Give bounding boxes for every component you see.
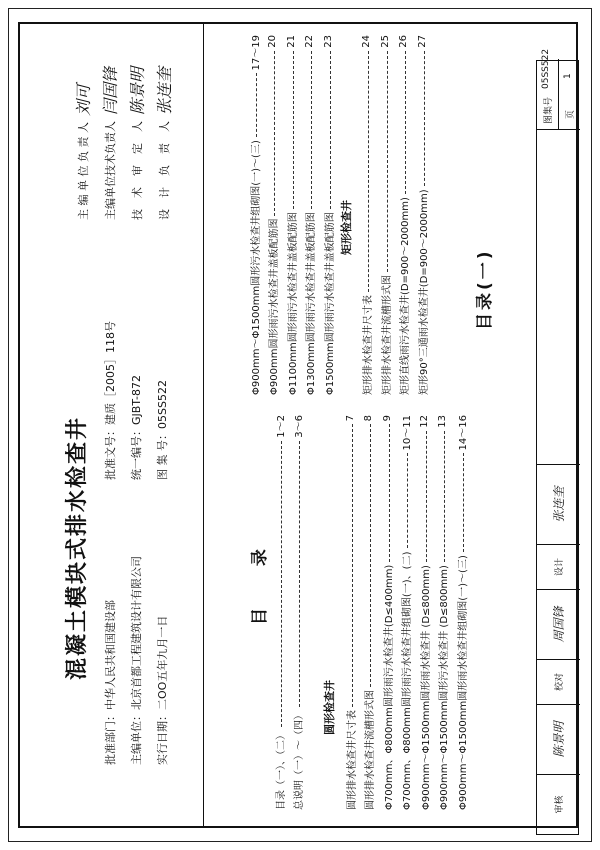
- toc-leader: [405, 51, 406, 194]
- check-label: 校对: [537, 659, 580, 704]
- page-label: 页: [566, 109, 576, 119]
- toc-entry-page: 20: [267, 35, 279, 48]
- toc-entry: [413, 35, 432, 395]
- check-signature: 周国锋: [537, 589, 580, 659]
- staff-row: 设 计 负 责 人 张连奎: [151, 20, 178, 220]
- toc-entry-title: 总说明（一）～（四）: [294, 710, 306, 810]
- toc-group: [270, 415, 307, 810]
- toc-entry-title: Φ1300mm圆形雨污水检查井盖板配筋图: [306, 212, 318, 395]
- toc-entry-title: 矩形90°三通雨水检查井(D=900～2000mm): [418, 189, 430, 395]
- toc-entry: [264, 35, 283, 395]
- toc-entry-title: Φ900mm～Φ1500mm圆形污水检查井组砌图(一)～(三): [250, 140, 262, 395]
- toc-entry-page: 7: [344, 415, 356, 422]
- toc-leader: [330, 51, 331, 209]
- approval-row: 实行日期：二OO五年九月一日 图 集 号：05SS522: [156, 380, 169, 765]
- toc-entry: [397, 415, 416, 810]
- toc-entry: [289, 415, 308, 810]
- document-title: 混凝土模块式排水检查井: [65, 415, 90, 680]
- toc-entry-title: 矩形排水检查井流槽形式图: [381, 275, 393, 395]
- toc-entry-page: 12: [418, 415, 430, 428]
- toc-entry: [415, 415, 434, 810]
- toc-entry-title: 矩形排水检查井尺寸表: [363, 295, 375, 395]
- toc-group: [358, 35, 432, 395]
- toc-entry: [270, 415, 289, 810]
- staff-row: 技 术 审 定 人 陈景明: [124, 20, 151, 220]
- review-signature: 陈景明: [537, 704, 580, 774]
- toc-entry-title: Φ900mm～Φ1500mm圆形雨水检查井 (D≤800mm): [420, 565, 432, 810]
- toc-leader: [444, 431, 445, 562]
- toc-entry: [452, 415, 471, 810]
- design-label: 设计: [537, 544, 580, 589]
- atlas-value: 05SS522: [541, 48, 551, 89]
- toc-leader: [389, 424, 390, 561]
- review-label: 审核: [537, 774, 580, 834]
- toc-entry-page: 13: [437, 415, 449, 428]
- toc-leader: [424, 51, 425, 187]
- toc-entry: [376, 35, 395, 395]
- toc-entry-title: Φ700mm、Φ800mm圆形雨污水检查井组砌图(一)、(二): [402, 551, 414, 810]
- toc-group: [245, 35, 338, 395]
- toc-entry: [378, 415, 397, 810]
- toc-entry-title: Φ1100mm圆形雨污水检查井盖板配筋图: [287, 212, 299, 395]
- approval-row: 主编单位：北京首都工程建筑设计有限公司 统一编号：GJBT-872: [130, 375, 143, 765]
- toc-entry-page: 3～6: [294, 415, 306, 438]
- toc-leader: [368, 51, 369, 292]
- approval-info: [98, 205, 176, 765]
- staff-list: [70, 20, 178, 220]
- signature: 陈景明: [128, 66, 147, 115]
- toc-heading: 目 录: [250, 531, 270, 625]
- toc-leader: [387, 51, 388, 272]
- toc-entry-page: 24: [361, 35, 373, 48]
- toc-leader: [256, 73, 257, 137]
- signature: 闫国锋: [101, 66, 120, 115]
- toc-entry: [301, 35, 320, 395]
- toc-entry: [434, 415, 453, 810]
- section-round-title: 圆形检查井: [323, 680, 336, 735]
- toc-leader: [274, 51, 275, 216]
- toc-entry: [358, 35, 377, 395]
- toc-entry-page: 21: [285, 35, 297, 48]
- toc-leader: [370, 424, 371, 687]
- title-block-spacer: [537, 129, 580, 464]
- signature: 张连奎: [155, 66, 174, 115]
- toc-entry-page: 25: [379, 35, 391, 48]
- toc-entry: [395, 35, 414, 395]
- atlas-label: 图集号: [544, 96, 554, 124]
- toc-entry-page: 17～19: [250, 35, 262, 71]
- design-signature: 张连奎: [537, 464, 580, 544]
- toc-entry-title: Φ900mm～Φ1500mm圆形雨水检查井组砌图(一)～(三): [457, 555, 469, 810]
- toc-entry-title: 圆形排水检查井尺寸表: [346, 710, 358, 810]
- toc-leader: [311, 51, 312, 209]
- toc-leader: [352, 424, 353, 707]
- toc-entry-title: 圆形排水检查井流槽形式图: [365, 690, 377, 810]
- toc-entry-title: Φ900mm圆形雨污水检查井盖板配筋图: [269, 218, 281, 395]
- toc-entry-title: 目录（一）、（二）: [275, 730, 287, 810]
- toc-entry-page: 8: [363, 415, 375, 422]
- page-number: 1: [563, 73, 573, 79]
- title-block: [536, 48, 579, 835]
- toc-entry-page: 9: [381, 415, 393, 422]
- toc-entry-title: 矩形直线雨污水检查井(D=900～2000mm): [400, 197, 412, 395]
- toc-group: [341, 415, 471, 810]
- toc-entry-page: 27: [416, 35, 428, 48]
- toc-entry-title: Φ1500mm圆形雨污水检查井盖板配筋图: [324, 212, 336, 395]
- toc-entry: [360, 415, 379, 810]
- signature: 刘可: [74, 84, 93, 117]
- toc-entry-title: Φ900mm～Φ1500mm圆形污水检查井 (D≤800mm): [439, 565, 451, 810]
- toc-entry-page: 23: [322, 35, 334, 48]
- staff-row: 主编单位技术负责人 闫国锋: [97, 20, 124, 220]
- toc-entry: [341, 415, 360, 810]
- toc-entry-page: 1～2: [275, 415, 287, 438]
- toc-entry-title: Φ700mm、Φ800mm圆形雨污水检查井(D≤400mm): [383, 564, 395, 810]
- toc-leader: [407, 453, 408, 548]
- toc-leader: [299, 441, 300, 707]
- toc-left-column: [270, 415, 471, 810]
- toc-entry: [245, 35, 264, 395]
- toc-leader: [293, 51, 294, 209]
- toc-entry-page: 10～11: [402, 415, 414, 451]
- toc-leader: [426, 431, 427, 562]
- toc-entry-page: 14～16: [457, 415, 469, 451]
- page-title: 目录(一): [475, 248, 495, 330]
- toc-entry: [319, 35, 338, 395]
- toc-entry: [282, 35, 301, 395]
- section-rect-title: 矩形检查井: [339, 200, 353, 255]
- toc-right-column: [245, 35, 432, 395]
- toc-entry-page: 22: [304, 35, 316, 48]
- toc-leader: [281, 441, 282, 727]
- staff-row: 主 编 单 位 负 责 人 刘可: [70, 20, 97, 220]
- toc-leader: [463, 453, 464, 552]
- toc-entry-page: 26: [398, 35, 410, 48]
- approval-row: 批准部门：中华人民共和国建设部 批准文号：建质［2005］118号: [104, 321, 117, 765]
